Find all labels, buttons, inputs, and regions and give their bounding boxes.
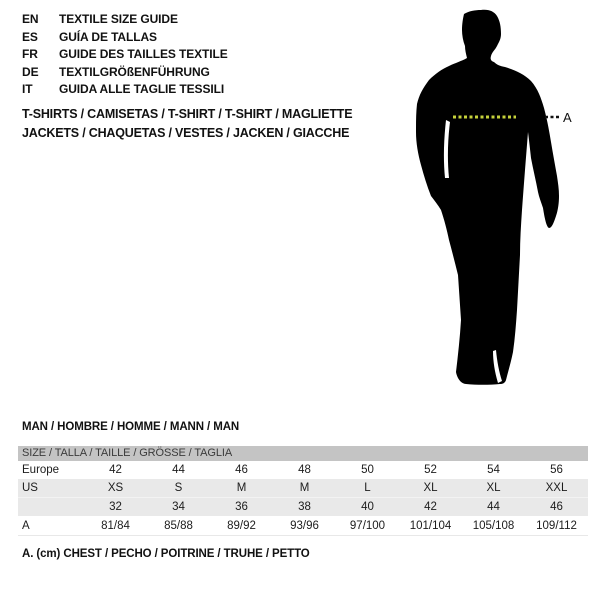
cell: 54	[487, 464, 500, 476]
cell: L	[336, 479, 399, 498]
cell: 44	[172, 464, 185, 476]
man-silhouette-svg	[408, 6, 573, 386]
language-guide-list	[22, 11, 228, 99]
cell: 42	[109, 464, 122, 476]
size-table-header-row	[18, 446, 588, 461]
table-row-europe	[18, 461, 588, 479]
cell: 101/104	[399, 516, 462, 536]
cell: 34	[147, 498, 210, 517]
lang-text: GUÍA DE TALLAS	[59, 29, 157, 44]
cell: 85/88	[147, 516, 210, 536]
lang-row-fr	[22, 46, 228, 64]
cell: 93/96	[273, 516, 336, 536]
lang-code: DE	[22, 64, 39, 79]
row-label: A	[18, 516, 84, 536]
cell: 89/92	[210, 516, 273, 536]
cell: 44	[462, 498, 525, 517]
lang-text: TEXTILGRÖßENFÜHRUNG	[59, 64, 210, 79]
man-silhouette-figure	[408, 6, 573, 386]
lang-code: ES	[22, 29, 38, 44]
cell: XL	[399, 479, 462, 498]
cell: 50	[361, 464, 374, 476]
cell: 46	[235, 464, 248, 476]
cell: 42	[399, 498, 462, 517]
category-jackets: JACKETS / CHAQUETAS / VESTES / JACKEN / GIACCHE	[22, 125, 350, 140]
row-label: US	[18, 479, 84, 498]
cell: 109/112	[525, 516, 588, 536]
cell: 36	[210, 498, 273, 517]
lang-row-es	[22, 29, 228, 47]
cell: M	[210, 479, 273, 498]
measure-label-a: A	[563, 110, 572, 125]
lang-text: GUIDA ALLE TAGLIE TESSILI	[59, 82, 225, 96]
lang-row-en	[22, 11, 228, 29]
lang-code: IT	[22, 82, 33, 96]
table-row-chest-a	[18, 516, 588, 536]
footnote-chest-measure: A. (cm) CHEST / PECHO / POITRINE / TRUHE / PETTO	[22, 548, 310, 560]
cell: M	[273, 479, 336, 498]
section-title-man: MAN / HOMBRE / HOMME / MANN / MAN	[22, 421, 240, 433]
lang-text: TEXTILE SIZE GUIDE	[59, 12, 178, 26]
man-silhouette-body	[416, 10, 559, 385]
category-tshirts: T-SHIRTS / CAMISETAS / T-SHIRT / T-SHIRT / MAGLIETTE	[22, 107, 353, 121]
cell: 32	[84, 498, 147, 517]
lang-row-it	[22, 81, 228, 99]
category-block	[22, 105, 352, 142]
cell: XL	[462, 479, 525, 498]
size-table-header: SIZE / TALLA / TAILLE / GRÖSSE / TAGLIA	[18, 446, 588, 461]
cell: S	[147, 479, 210, 498]
table-row-us-numeric	[18, 498, 588, 517]
cell: 52	[424, 464, 437, 476]
cell: 46	[525, 498, 588, 517]
cell: XXL	[525, 479, 588, 498]
cell: 105/108	[462, 516, 525, 536]
size-table	[18, 446, 588, 536]
cell: 40	[336, 498, 399, 517]
cell: 81/84	[84, 516, 147, 536]
lang-text: GUIDE DES TAILLES TEXTILE	[59, 47, 228, 61]
cell: 38	[273, 498, 336, 517]
row-label: Europe	[22, 464, 60, 476]
lang-code: EN	[22, 12, 39, 26]
row-label	[18, 498, 84, 517]
cell: 56	[550, 464, 563, 476]
lang-code: FR	[22, 47, 38, 61]
cell: 48	[298, 464, 311, 476]
lang-row-de	[22, 64, 228, 82]
cell: XS	[84, 479, 147, 498]
table-row-us	[18, 479, 588, 498]
cell: 97/100	[336, 516, 399, 536]
